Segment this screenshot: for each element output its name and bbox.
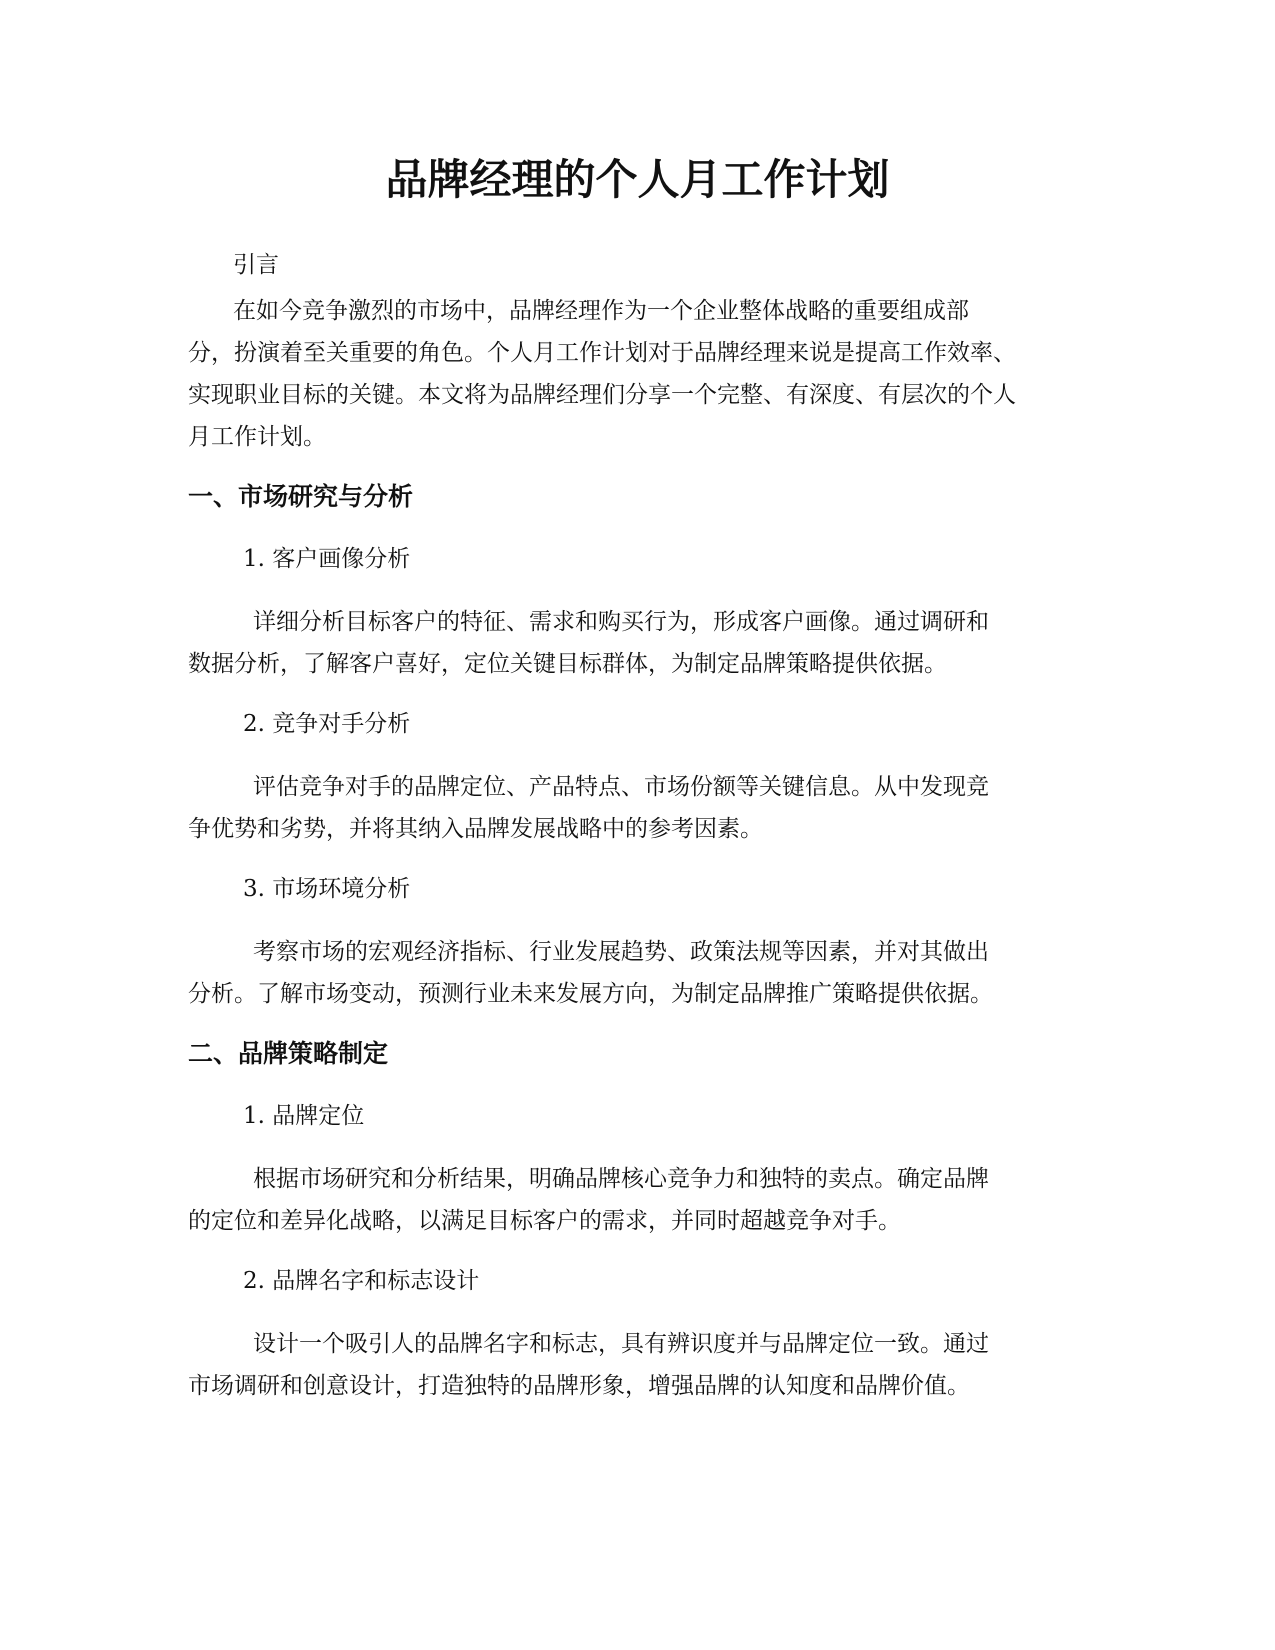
- section-heading: 一、市场研究与分析: [188, 482, 414, 511]
- intro-label: 引言: [233, 252, 279, 278]
- section-paragraph: [188, 931, 1088, 1015]
- subheading: 2. 品牌名字和标志设计: [243, 1268, 480, 1294]
- subheading: 2. 竞争对手分析: [243, 711, 411, 737]
- paragraph-line: 市场调研和创意设计，打造独特的品牌形象，增强品牌的认知度和品牌价值。: [188, 1373, 970, 1399]
- page-title: 品牌经理的个人月工作计划: [385, 155, 890, 204]
- paragraph-line: 实现职业目标的关键。本文将为品牌经理们分享一个完整、有深度、有层次的个人: [188, 382, 1016, 408]
- paragraph-line: 设计一个吸引人的品牌名字和标志，具有辨识度并与品牌定位一致。通过: [253, 1331, 989, 1357]
- paragraph-line: 数据分析，了解客户喜好，定位关键目标群体，为制定品牌策略提供依据。: [188, 651, 947, 677]
- intro-paragraph: [188, 290, 1088, 458]
- paragraph-line: 详细分析目标客户的特征、需求和购买行为，形成客户画像。通过调研和: [253, 609, 989, 635]
- section-paragraph: [188, 766, 1088, 850]
- paragraph-line: 的定位和差异化战略，以满足目标客户的需求，并同时超越竞争对手。: [188, 1208, 901, 1234]
- subheading: 1. 品牌定位: [243, 1103, 365, 1129]
- paragraph-line: 争优势和劣势，并将其纳入品牌发展战略中的参考因素。: [188, 816, 763, 842]
- paragraph-line: 考察市场的宏观经济指标、行业发展趋势、政策法规等因素，并对其做出: [253, 939, 989, 965]
- paragraph-line: 根据市场研究和分析结果，明确品牌核心竞争力和独特的卖点。确定品牌: [253, 1166, 989, 1192]
- subheading: 1. 客户画像分析: [243, 546, 411, 572]
- section-paragraph: [188, 1323, 1088, 1407]
- paragraph-line: 月工作计划。: [188, 424, 326, 450]
- paragraph-line: 评估竞争对手的品牌定位、产品特点、市场份额等关键信息。从中发现竞: [253, 774, 989, 800]
- paragraph-line: 在如今竞争激烈的市场中，品牌经理作为一个企业整体战略的重要组成部: [233, 298, 969, 324]
- subheading: 3. 市场环境分析: [243, 876, 411, 902]
- section-paragraph: [188, 1158, 1088, 1242]
- paragraph-line: 分析。了解市场变动，预测行业未来发展方向，为制定品牌推广策略提供依据。: [188, 981, 993, 1007]
- section-heading: 二、品牌策略制定: [188, 1039, 389, 1068]
- section-paragraph: [188, 601, 1088, 685]
- paragraph-line: 分，扮演着至关重要的角色。个人月工作计划对于品牌经理来说是提高工作效率、: [188, 340, 1016, 366]
